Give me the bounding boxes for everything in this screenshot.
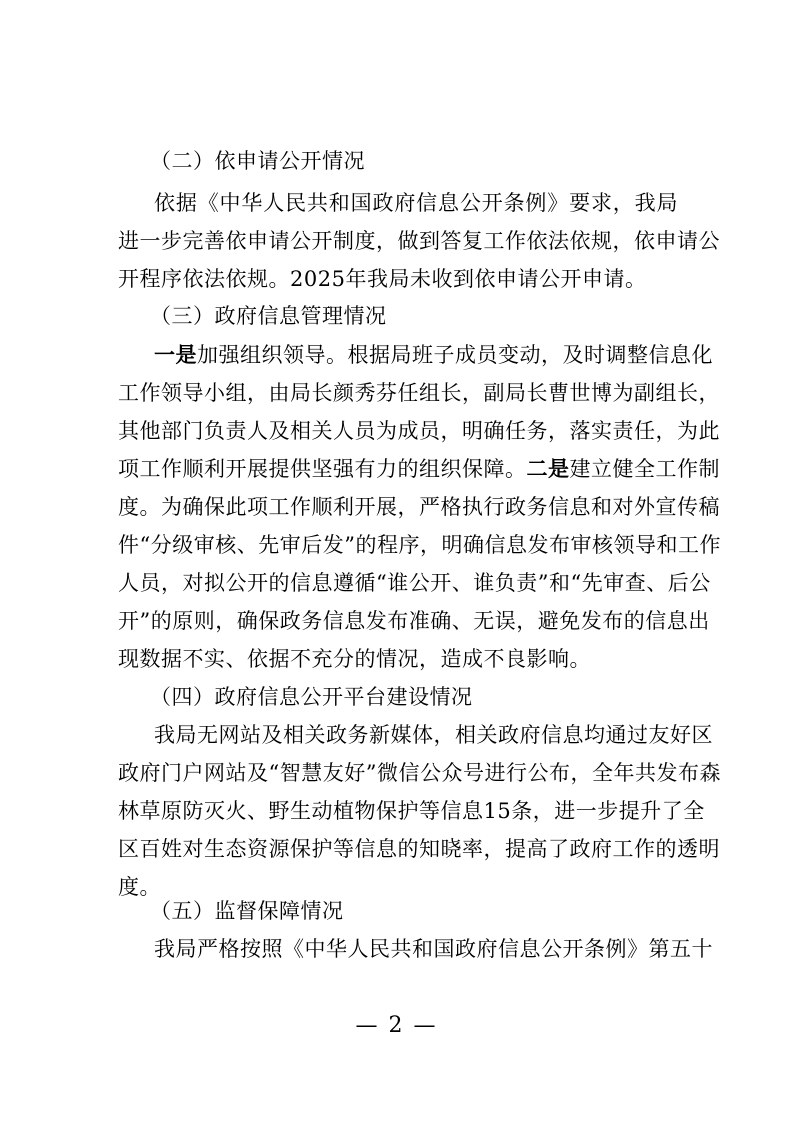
- paragraph-text: 项工作顺利开展提供坚强有力的组织保障。: [118, 457, 527, 481]
- paragraph-line: 其他部门负责人及相关人员为成员，明确任务，落实责任，为此: [118, 419, 720, 443]
- paragraph-line: 进一步完善依申请公开制度，做到答复工作依法依规，依申请公: [118, 229, 720, 253]
- page-number: — 2 —: [355, 1013, 438, 1038]
- paragraph-line: 区百姓对生态资源保护等信息的知晓率，提高了政府工作的透明: [118, 837, 720, 861]
- paragraph-line: 度。: [118, 875, 161, 899]
- paragraph-line: 政府门户网站及“智慧友好”微信公众号进行公布，全年共发布森: [118, 761, 721, 785]
- paragraph-line: 林草原防灭火、野生动植物保护等信息15条，进一步提升了全: [118, 799, 705, 823]
- paragraph-line: 人员，对拟公开的信息遵循“谁公开、谁负责”和“先审查、后公: [118, 571, 711, 595]
- paragraph-text: 加强组织领导。根据局班子成员变动，及时调整信息化: [197, 343, 713, 367]
- paragraph-line: 我局无网站及相关政务新媒体，相关政府信息均通过友好区: [154, 723, 713, 747]
- paragraph-line: 度。为确保此项工作顺利开展，严格执行政务信息和对外宣传稿: [118, 495, 720, 519]
- paragraph-line: 工作领导小组，由局长颜秀芬任组长，副局长曹世博为副组长，: [118, 381, 720, 405]
- paragraph-line: 开程序依法依规。2025年我局未收到依申请公开申请。: [118, 267, 647, 291]
- paragraph-line: 件“分级审核、先审后发”的程序，明确信息发布审核领导和工作: [118, 533, 721, 557]
- paragraph-line: 依据《中华人民共和国政府信息公开条例》要求，我局: [154, 191, 678, 215]
- section-heading-3: （三）政府信息管理情况: [150, 304, 387, 328]
- paragraph-line: [154, 340, 713, 370]
- section-heading-5: （五）监督保障情况: [150, 899, 344, 923]
- section-heading-2: （二）依申请公开情况: [150, 149, 365, 173]
- paragraph-line: 我局严格按照《中华人民共和国政府信息公开条例》第五十: [154, 937, 713, 961]
- paragraph-line: 现数据不实、依据不充分的情况，造成不良影响。: [118, 647, 591, 671]
- lead-phrase-1: 一是: [154, 342, 197, 367]
- paragraph-line: 开”的原则，确保政务信息发布准确、无误，避免发布的信息出: [118, 609, 710, 633]
- lead-phrase-2: 二是: [526, 456, 570, 481]
- section-heading-4: （四）政府信息公开平台建设情况: [150, 685, 473, 709]
- paragraph-text: 建立健全工作制: [569, 457, 720, 481]
- paragraph-line: [118, 454, 720, 484]
